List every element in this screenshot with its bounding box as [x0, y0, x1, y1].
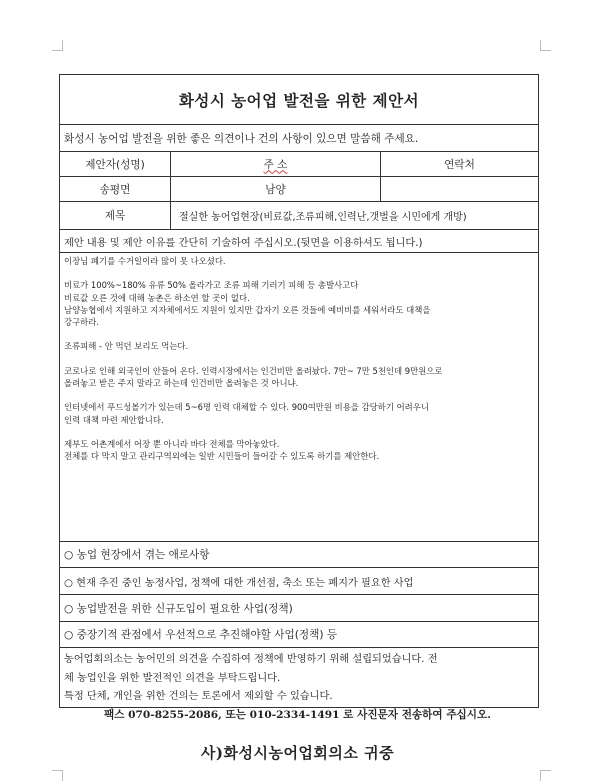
- body-line: 강구하라.: [64, 317, 100, 327]
- subject-row: [60, 202, 538, 230]
- proposal-body-row: [60, 253, 538, 542]
- body-line: [64, 389, 534, 401]
- address-value[interactable]: 남양: [265, 183, 286, 196]
- guidance-text: ○ 현재 추진 중인 농정사업, 정책에 대한 개선점, 축소 또는 폐지가 필요한 사업: [64, 577, 414, 589]
- signature-line: 사)화성시농어업회의소 귀중: [200, 744, 395, 762]
- body-line: 조류피해 - 안 먹던 보리도 먹는다.: [64, 341, 189, 352]
- body-line: [64, 267, 534, 279]
- guidance-item-1: [60, 542, 538, 568]
- crop-mark-top-left: [52, 40, 63, 51]
- notes-block: [64, 651, 534, 707]
- subject-label: 제목: [104, 210, 126, 222]
- proposal-body[interactable]: [64, 255, 534, 462]
- title-row: [60, 75, 538, 125]
- guidance-text: ○ 농업발전을 위한 신규도입이 필요한 사업(정책): [64, 602, 293, 615]
- proposer-header-row: [60, 152, 538, 177]
- guidance-item-2: [60, 568, 538, 595]
- guidance-item-3: [60, 595, 538, 622]
- instruction-text: 제안 내용 및 제안 이유를 간단히 기술하여 주십시오.(뒷면을 이용하셔도 됩니다.): [64, 237, 423, 249]
- guidance-text: ○ 중장기적 관점에서 우선적으로 추진해야할 사업(정책) 등: [64, 629, 338, 641]
- note-line: 농어업회의소는 농어민의 의견을 수집하여 정책에 반영하기 위해 설립되었습니다. 전: [64, 654, 438, 665]
- intro-text: 화성시 농어업 발전을 위한 좋은 의견이나 건의 사항이 있으면 말씀해 주세요.: [64, 132, 419, 145]
- subject-value[interactable]: 절실한 농어업현장(비료값,조류피해,인력난,갯벌을 시민에게 개방): [179, 212, 467, 223]
- body-line: 인력 대책 마련 제안합니다.: [64, 414, 164, 425]
- instruction-row: [60, 230, 538, 253]
- note-line: 특정 단체, 개인을 위한 건의는 토론에서 제외할 수 있습니다.: [64, 691, 333, 702]
- body-line: 비료값 오른 것에 대해 농촌은 하소연 할 곳이 없다.: [64, 292, 250, 303]
- body-line: 전체를 다 막지 말고 관리구역외에는 일반 시민들이 들어갈 수 있도록 하기를 제안한다.: [64, 451, 380, 462]
- body-line: 이장님 폐기를 수거일이라 많이 못 나오셨다.: [64, 256, 226, 266]
- address-label: 주 소: [263, 158, 288, 171]
- body-line: 비료가 100%~180% 유류 50% 올라가고 조류 피해 기러기 피해 등 총발사고다: [64, 280, 359, 291]
- body-line: 제부도 어촌계에서 어장 뿐 아니라 바다 전체를 막아놓았다.: [64, 438, 280, 449]
- proposer-label: 제안자(성명): [85, 158, 145, 171]
- crop-mark-bottom-left: [52, 770, 63, 781]
- guidance-text: ○ 농업 현장에서 겪는 애로사항: [64, 549, 210, 561]
- body-line: [64, 328, 534, 340]
- guidance-item-4: [60, 622, 538, 648]
- crop-mark-bottom-right: [540, 770, 551, 781]
- proposer-value[interactable]: 송평면: [99, 183, 131, 196]
- contact-instructions: 팩스 070-8255-2086, 또는 010-2334-1491 로 사진문자 전송하여 주십시오.: [104, 709, 491, 721]
- contact-label: 연락처: [444, 158, 475, 171]
- body-line: 남양농협에서 지원하고 지자체에서도 지원이 있지만 갑자기 오른 것들에 예비비를 세워서라도 대책을: [64, 304, 431, 315]
- body-line: [64, 426, 534, 438]
- body-line: 올려놓고 받은 주지 말라고 하는데 인건비만 올려놓은 것 아니냐.: [64, 377, 299, 388]
- intro-row: [60, 125, 538, 152]
- body-line: [64, 353, 534, 365]
- body-line: 인터넷에서 푸드성볼기가 있는데 5~6명 인력 대체할 수 있다. 900여만원 비용을 감당하기 어려우니: [64, 402, 429, 413]
- proposal-form: [59, 74, 539, 708]
- body-line: 코로나로 인해 외국인이 안들어 온다. 인력시장에서는 인건비만 올려놨다. 7만~ 7만 5천인데 9만원으로: [64, 365, 443, 376]
- proposer-value-row: [60, 177, 538, 202]
- note-line: 체 농업인을 위한 발전적인 의견을 부탁드립니다.: [64, 672, 281, 684]
- form-title: 화성시 농어업 발전을 위한 제안서: [178, 90, 420, 110]
- crop-mark-top-right: [540, 40, 551, 51]
